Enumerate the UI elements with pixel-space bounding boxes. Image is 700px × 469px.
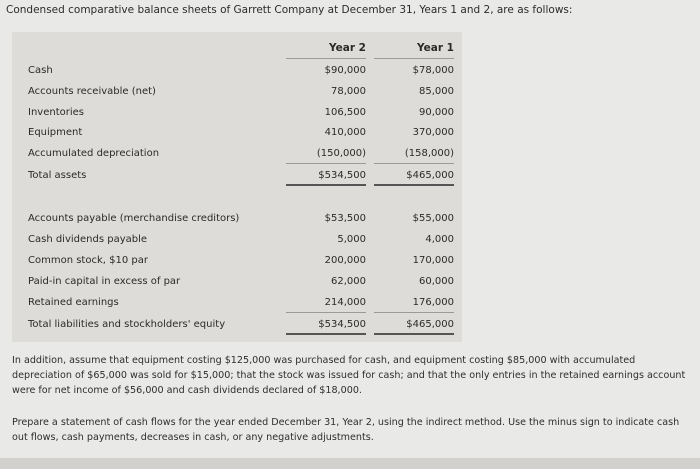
- total-assets-year1: $465,000: [406, 170, 454, 181]
- row-label: Inventories: [28, 107, 84, 118]
- row-value-year1: $55,000: [412, 213, 454, 224]
- instructions-paragraph: Prepare a statement of cash flows for the year ended December 31, Year 2, using the indirect method. Use the minus sign to indicate cash out flows, cash payments, decreases in cash, or any negative adjustments.: [12, 417, 680, 443]
- total-double-rule-year1: [374, 333, 454, 335]
- bottom-edge: [0, 458, 700, 469]
- subtotal-rule-year2: [286, 163, 366, 164]
- row-value-year2: 214,000: [324, 297, 366, 308]
- row-value-year1: 176,000: [412, 297, 454, 308]
- row-value-year1: 4,000: [425, 234, 454, 245]
- row-label: Cash: [28, 65, 53, 76]
- header-underline-year2: [286, 58, 366, 59]
- balance-sheet-table: [12, 32, 462, 342]
- row-label: Cash dividends payable: [28, 234, 148, 245]
- row-label: Common stock, $10 par: [28, 255, 148, 266]
- row-label: Accumulated depreciation: [28, 148, 160, 159]
- row-value-year1: $78,000: [412, 65, 454, 76]
- row-value-year1: 60,000: [419, 276, 454, 287]
- row-label: Accounts payable (merchandise creditors): [28, 213, 240, 224]
- row-value-year2: 200,000: [324, 255, 366, 266]
- row-value-year2: 106,500: [324, 107, 366, 118]
- subtotal-rule-year1: [374, 312, 454, 313]
- row-label: Equipment: [28, 127, 83, 138]
- row-label: Paid-in capital in excess of par: [28, 276, 181, 287]
- header-underline-year1: [374, 58, 454, 59]
- total-double-rule-year1: [374, 184, 454, 186]
- row-label-total-assets: Total assets: [28, 170, 87, 181]
- total-double-rule-year2: [286, 184, 366, 186]
- row-label: Retained earnings: [28, 297, 119, 308]
- row-label-total-liabilities-equity: Total liabilities and stockholders' equity: [28, 319, 226, 330]
- total-double-rule-year2: [286, 333, 366, 335]
- total-assets-year2: $534,500: [318, 170, 366, 181]
- column-header-year1: Year 1: [417, 42, 454, 54]
- row-value-year2: $53,500: [324, 213, 366, 224]
- row-value-year2: $90,000: [324, 65, 366, 76]
- question-heading: Condensed comparative balance sheets of Garrett Company at December 31, Years 1 and 2, are as follows:: [6, 4, 573, 16]
- row-value-year1: 90,000: [419, 107, 454, 118]
- subtotal-rule-year1: [374, 163, 454, 164]
- row-value-year1: 85,000: [419, 86, 454, 97]
- row-value-year2: 78,000: [331, 86, 366, 97]
- row-label: Accounts receivable (net): [28, 86, 156, 97]
- row-value-year1: 370,000: [412, 127, 454, 138]
- total-liabilities-equity-year2: $534,500: [318, 319, 366, 330]
- row-value-year1: (158,000): [404, 148, 454, 159]
- column-header-year2: Year 2: [329, 42, 366, 54]
- row-value-year1: 170,000: [412, 255, 454, 266]
- total-liabilities-equity-year1: $465,000: [406, 319, 454, 330]
- subtotal-rule-year2: [286, 312, 366, 313]
- row-value-year2: 62,000: [331, 276, 366, 287]
- row-value-year2: 410,000: [324, 127, 366, 138]
- row-value-year2: 5,000: [337, 234, 366, 245]
- row-value-year2: (150,000): [316, 148, 366, 159]
- additional-info-paragraph: In addition, assume that equipment costing $125,000 was purchased for cash, and equipment costing $85,000 with accumulated depreciation of $65,000 was sold for $15,000; that the stock was issued for cash; and that the only entries in the retained earnings account were for net income of $56,000 and cash dividends declared of $18,000.: [12, 355, 686, 396]
